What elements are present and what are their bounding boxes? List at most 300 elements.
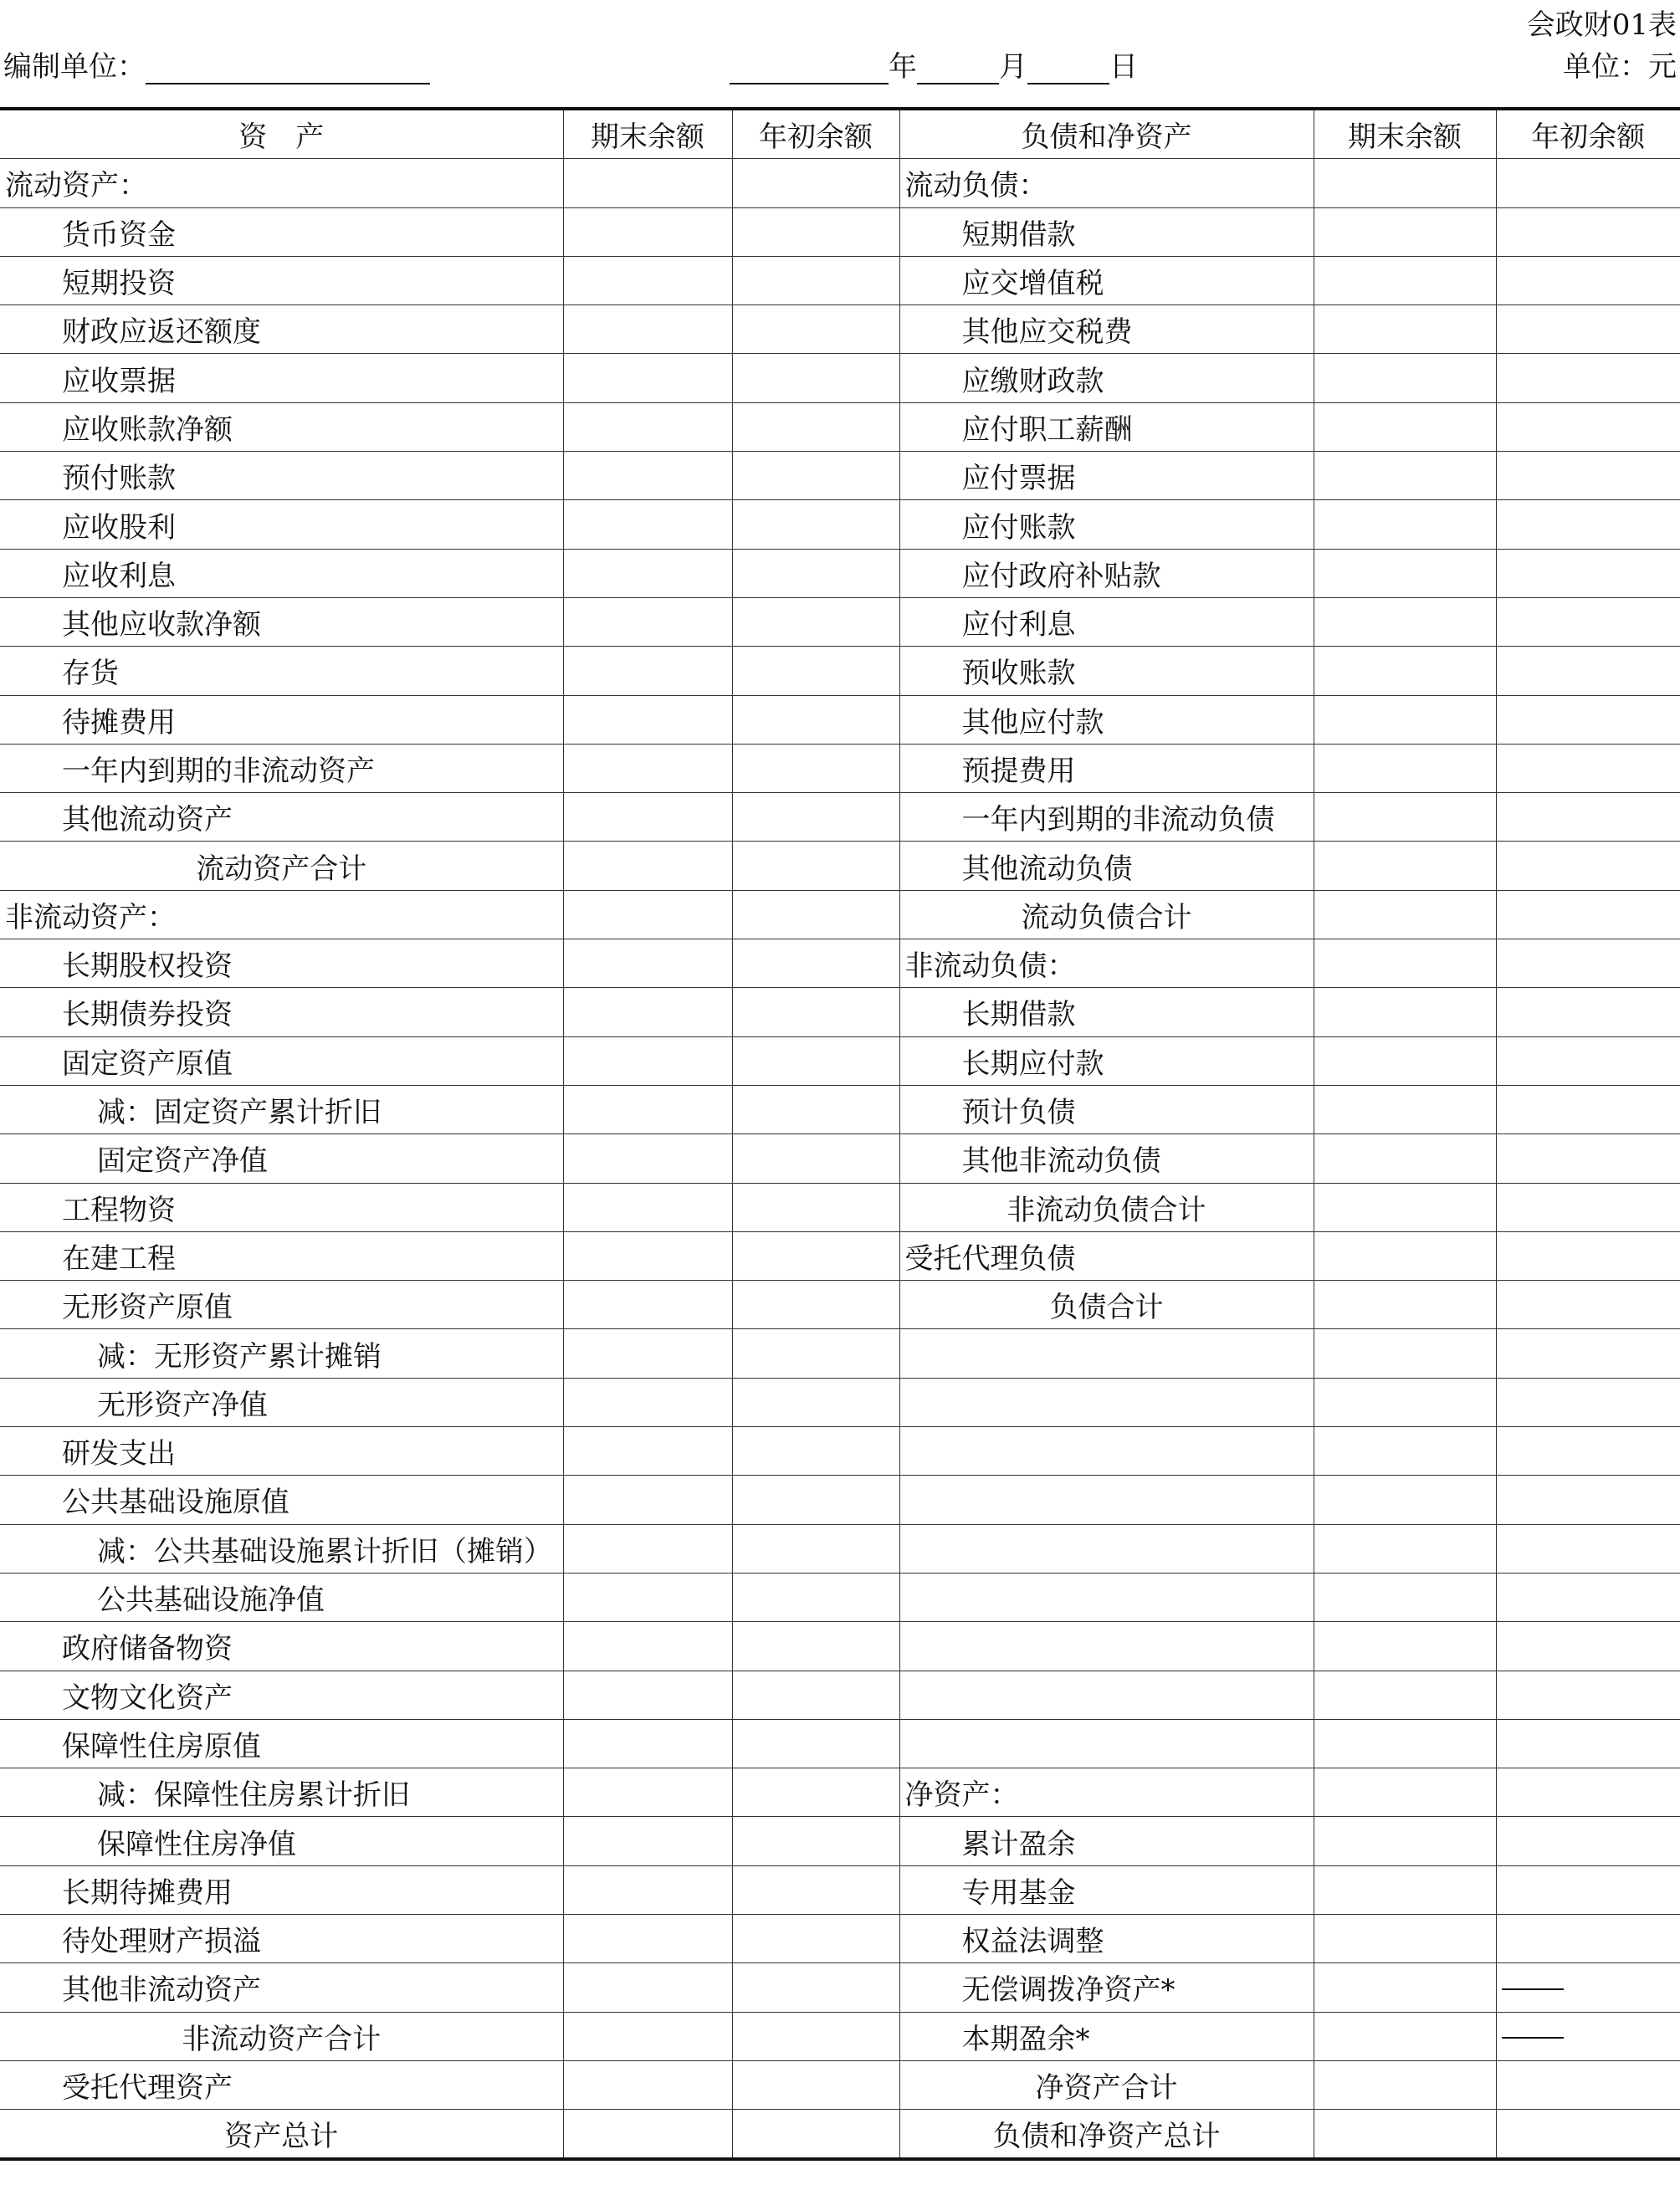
asset-opening-value[interactable] — [732, 890, 899, 939]
form-code: 会政财01表 — [1526, 8, 1677, 42]
liability-item-label: 一年内到期的非流动负债 — [899, 793, 1314, 842]
asset-item-label: 非流动资产合计 — [0, 2012, 563, 2060]
liability-opening-value[interactable] — [1496, 1085, 1680, 1133]
asset-opening-value[interactable] — [732, 1183, 899, 1231]
liability-ending-value[interactable] — [1314, 597, 1496, 646]
asset-ending-value[interactable] — [563, 256, 732, 304]
liability-opening-value[interactable] — [1496, 1622, 1680, 1671]
liability-ending-value[interactable] — [1314, 1865, 1496, 1914]
year-label: 年 — [889, 50, 917, 84]
asset-item-label: 存货 — [0, 647, 563, 695]
col-liab-ending-header: 期末余额 — [1314, 109, 1496, 159]
asset-opening-value[interactable] — [732, 1281, 899, 1329]
liability-ending-value[interactable] — [1314, 1768, 1496, 1817]
asset-item-label: 应收票据 — [0, 354, 563, 402]
liability-opening-value[interactable] — [1496, 1329, 1680, 1378]
month-label: 月 — [999, 50, 1027, 84]
asset-ending-value[interactable] — [563, 500, 732, 549]
liability-ending-value[interactable] — [1314, 744, 1496, 792]
liability-item-label — [899, 1378, 1314, 1426]
asset-ending-value[interactable] — [563, 1427, 732, 1476]
table-body — [0, 159, 1680, 2160]
asset-opening-value[interactable] — [732, 402, 899, 451]
liability-ending-value[interactable] — [1314, 939, 1496, 988]
asset-opening-value[interactable] — [732, 452, 899, 500]
liability-item-label: 流动负债合计 — [899, 890, 1314, 939]
asset-ending-value[interactable] — [563, 1524, 732, 1573]
report-header — [0, 0, 1680, 100]
asset-ending-value[interactable] — [563, 647, 732, 695]
liability-item-label — [899, 1622, 1314, 1671]
asset-item-label: 无形资产净值 — [0, 1378, 563, 1426]
liability-ending-value[interactable] — [1314, 1183, 1496, 1231]
liability-item-label — [899, 1524, 1314, 1573]
asset-opening-value[interactable] — [732, 549, 899, 597]
liability-ending-value[interactable] — [1314, 452, 1496, 500]
liability-ending-value[interactable] — [1314, 1085, 1496, 1133]
asset-opening-value[interactable] — [732, 1476, 899, 1524]
year-blank[interactable] — [730, 53, 889, 84]
asset-item-label: 短期投资 — [0, 256, 563, 304]
table-row — [0, 793, 1680, 842]
liability-ending-value[interactable] — [1314, 1914, 1496, 1962]
liability-opening-value[interactable] — [1496, 1378, 1680, 1426]
liability-ending-value[interactable] — [1314, 1817, 1496, 1865]
table-row — [0, 1036, 1680, 1085]
liability-opening-value[interactable] — [1496, 1865, 1680, 1914]
liability-ending-value[interactable] — [1314, 2012, 1496, 2060]
asset-opening-value[interactable] — [732, 1329, 899, 1378]
asset-ending-value[interactable] — [563, 1183, 732, 1231]
table-row — [0, 2110, 1680, 2160]
asset-item-label: 受托代理资产 — [0, 2060, 563, 2109]
asset-ending-value[interactable] — [563, 1671, 732, 1719]
liability-opening-value[interactable] — [1496, 1183, 1680, 1231]
liability-ending-value[interactable] — [1314, 207, 1496, 256]
asset-ending-value[interactable] — [563, 1768, 732, 1817]
asset-item-label: 减：无形资产累计摊销 — [0, 1329, 563, 1378]
table-row — [0, 207, 1680, 256]
liability-item-label: 净资产： — [899, 1768, 1314, 1817]
table-row — [0, 597, 1680, 646]
table-row — [0, 1914, 1680, 1962]
asset-item-label: 应收利息 — [0, 549, 563, 597]
balance-sheet-table — [0, 107, 1680, 2161]
liability-opening-value[interactable] — [1496, 793, 1680, 842]
table-row — [0, 1476, 1680, 1524]
asset-opening-value[interactable] — [732, 793, 899, 842]
asset-opening-value[interactable] — [732, 647, 899, 695]
table-row — [0, 1719, 1680, 1768]
table-row — [0, 159, 1680, 207]
asset-item-label: 资产总计 — [0, 2110, 563, 2160]
asset-ending-value[interactable] — [563, 549, 732, 597]
liability-item-label: 累计盈余 — [899, 1817, 1314, 1865]
asset-opening-value[interactable] — [732, 842, 899, 890]
liability-ending-value[interactable] — [1314, 1524, 1496, 1573]
asset-opening-value[interactable] — [732, 1719, 899, 1768]
asset-ending-value[interactable] — [563, 1378, 732, 1426]
asset-ending-value[interactable] — [563, 1963, 732, 2012]
liability-item-label: 其他非流动负债 — [899, 1134, 1314, 1183]
table-row — [0, 939, 1680, 988]
asset-item-label: 应收股利 — [0, 500, 563, 549]
table-row — [0, 647, 1680, 695]
liability-opening-value[interactable] — [1496, 1036, 1680, 1085]
liability-opening-value[interactable] — [1496, 1719, 1680, 1768]
col-assets-ending-header: 期末余额 — [563, 109, 732, 159]
liability-item-label — [899, 1573, 1314, 1621]
asset-ending-value[interactable] — [563, 988, 732, 1036]
table-row — [0, 402, 1680, 451]
asset-ending-value[interactable] — [563, 1085, 732, 1133]
asset-opening-value[interactable] — [732, 1573, 899, 1621]
asset-ending-value[interactable] — [563, 159, 732, 207]
liability-ending-value[interactable] — [1314, 500, 1496, 549]
asset-item-label: 固定资产原值 — [0, 1036, 563, 1085]
liability-opening-value[interactable] — [1496, 2110, 1680, 2160]
table-row — [0, 1865, 1680, 1914]
liability-item-label: 应缴财政款 — [899, 354, 1314, 402]
asset-item-label: 保障性住房原值 — [0, 1719, 563, 1768]
liability-ending-value[interactable] — [1314, 1573, 1496, 1621]
liability-opening-value[interactable] — [1496, 2060, 1680, 2109]
unit-label: 单位：元 — [1563, 50, 1677, 84]
asset-ending-value[interactable] — [563, 1134, 732, 1183]
asset-item-label: 公共基础设施原值 — [0, 1476, 563, 1524]
asset-ending-value[interactable] — [563, 2110, 732, 2160]
liability-item-label: 其他流动负债 — [899, 842, 1314, 890]
liability-opening-value[interactable] — [1496, 842, 1680, 890]
liability-item-label: 本期盈余* — [899, 2012, 1314, 2060]
table-row — [0, 1329, 1680, 1378]
liability-ending-value[interactable] — [1314, 842, 1496, 890]
asset-opening-value[interactable] — [732, 597, 899, 646]
asset-opening-value[interactable] — [732, 2110, 899, 2160]
liability-opening-value[interactable] — [1496, 597, 1680, 646]
asset-ending-value[interactable] — [563, 842, 732, 890]
liability-opening-value[interactable] — [1496, 1817, 1680, 1865]
liability-ending-value[interactable] — [1314, 1427, 1496, 1476]
asset-ending-value[interactable] — [563, 452, 732, 500]
asset-ending-value[interactable] — [563, 793, 732, 842]
asset-item-label: 长期股权投资 — [0, 939, 563, 988]
asset-opening-value[interactable] — [732, 354, 899, 402]
table-row — [0, 1281, 1680, 1329]
asset-opening-value[interactable] — [732, 1817, 899, 1865]
asset-opening-value[interactable] — [732, 1036, 899, 1085]
asset-item-label: 工程物资 — [0, 1183, 563, 1231]
liability-opening-value[interactable] — [1496, 695, 1680, 744]
asset-ending-value[interactable] — [563, 2012, 732, 2060]
table-row — [0, 1085, 1680, 1133]
asset-item-label: 公共基础设施净值 — [0, 1573, 563, 1621]
liability-item-label: 应交增值税 — [899, 256, 1314, 304]
asset-ending-value[interactable] — [563, 1865, 732, 1914]
liability-opening-value[interactable] — [1496, 402, 1680, 451]
liability-opening-value[interactable] — [1496, 1671, 1680, 1719]
liability-ending-value[interactable] — [1314, 402, 1496, 451]
table-row — [0, 1134, 1680, 1183]
liability-opening-value[interactable] — [1496, 354, 1680, 402]
asset-item-label: 减：保障性住房累计折旧 — [0, 1768, 563, 1817]
liability-opening-value[interactable] — [1496, 1476, 1680, 1524]
asset-item-label: 长期待摊费用 — [0, 1865, 563, 1914]
table-row — [0, 1622, 1680, 1671]
liability-ending-value[interactable] — [1314, 305, 1496, 354]
table-row — [0, 842, 1680, 890]
liability-item-label: 负债合计 — [899, 1281, 1314, 1329]
col-assets-header: 资 产 — [0, 109, 563, 159]
asset-opening-value[interactable] — [732, 939, 899, 988]
asset-item-label: 固定资产净值 — [0, 1134, 563, 1183]
liability-opening-value[interactable] — [1496, 1914, 1680, 1962]
asset-item-label: 待处理财产损溢 — [0, 1914, 563, 1962]
table-row — [0, 354, 1680, 402]
liability-item-label: 长期借款 — [899, 988, 1314, 1036]
asset-ending-value[interactable] — [563, 1719, 732, 1768]
table-row — [0, 695, 1680, 744]
table-row — [0, 1427, 1680, 1476]
asset-opening-value[interactable] — [732, 500, 899, 549]
asset-item-label: 一年内到期的非流动资产 — [0, 744, 563, 792]
asset-opening-value[interactable] — [732, 305, 899, 354]
asset-ending-value[interactable] — [563, 695, 732, 744]
table-row — [0, 1768, 1680, 1817]
day-label: 日 — [1109, 50, 1138, 84]
asset-opening-value[interactable] — [732, 1914, 899, 1962]
liability-opening-value[interactable] — [1496, 647, 1680, 695]
asset-opening-value[interactable] — [732, 1085, 899, 1133]
asset-ending-value[interactable] — [563, 1914, 732, 1962]
liability-opening-value[interactable] — [1496, 1427, 1680, 1476]
table-row — [0, 1671, 1680, 1719]
liability-item-label: 专用基金 — [899, 1865, 1314, 1914]
table-row — [0, 452, 1680, 500]
asset-opening-value[interactable] — [732, 1427, 899, 1476]
asset-opening-value[interactable] — [732, 1671, 899, 1719]
org-row — [3, 43, 430, 84]
asset-opening-value[interactable] — [732, 159, 899, 207]
col-assets-opening-header: 年初余额 — [732, 109, 899, 159]
liability-opening-value[interactable] — [1496, 452, 1680, 500]
date-row — [730, 43, 1138, 84]
asset-item-label: 其他应收款净额 — [0, 597, 563, 646]
asset-ending-value[interactable] — [563, 1817, 732, 1865]
table-row — [0, 1817, 1680, 1865]
asset-item-label: 长期债券投资 — [0, 988, 563, 1036]
liability-ending-value[interactable] — [1314, 1719, 1496, 1768]
liability-item-label: 净资产合计 — [899, 2060, 1314, 2109]
liability-opening-value[interactable] — [1496, 1768, 1680, 1817]
table-row — [0, 549, 1680, 597]
liability-opening-value[interactable] — [1496, 988, 1680, 1036]
liability-item-label — [899, 1719, 1314, 1768]
table-row — [0, 2012, 1680, 2060]
liability-item-label: 应付职工薪酬 — [899, 402, 1314, 451]
asset-opening-value[interactable] — [732, 744, 899, 792]
table-header-row — [0, 109, 1680, 159]
liability-item-label: 非流动负债： — [899, 939, 1314, 988]
liability-item-label: 无偿调拨净资产* — [899, 1963, 1314, 2012]
asset-opening-value[interactable] — [732, 988, 899, 1036]
liability-item-label: 应付政府补贴款 — [899, 549, 1314, 597]
liability-opening-value[interactable] — [1496, 159, 1680, 207]
liability-ending-value[interactable] — [1314, 1378, 1496, 1426]
asset-item-label: 其他非流动资产 — [0, 1963, 563, 2012]
liability-ending-value[interactable] — [1314, 695, 1496, 744]
liability-opening-value[interactable] — [1496, 549, 1680, 597]
asset-opening-value[interactable] — [732, 207, 899, 256]
liability-item-label: 预计负债 — [899, 1085, 1314, 1133]
liability-opening-value[interactable] — [1496, 1524, 1680, 1573]
asset-ending-value[interactable] — [563, 1329, 732, 1378]
asset-ending-value[interactable] — [563, 1231, 732, 1280]
col-liab-header: 负债和净资产 — [899, 109, 1314, 159]
liability-item-label: 权益法调整 — [899, 1914, 1314, 1962]
liability-ending-value[interactable] — [1314, 1963, 1496, 2012]
col-liab-opening-header: 年初余额 — [1496, 109, 1680, 159]
table-row — [0, 256, 1680, 304]
liability-item-label — [899, 1329, 1314, 1378]
asset-ending-value[interactable] — [563, 207, 732, 256]
liability-ending-value[interactable] — [1314, 1036, 1496, 1085]
liability-item-label: 负债和净资产总计 — [899, 2110, 1314, 2160]
liability-ending-value[interactable] — [1314, 1281, 1496, 1329]
liability-ending-value[interactable] — [1314, 256, 1496, 304]
asset-opening-value[interactable] — [732, 1865, 899, 1914]
asset-item-label: 在建工程 — [0, 1231, 563, 1280]
day-blank[interactable] — [1027, 53, 1109, 84]
asset-ending-value[interactable] — [563, 744, 732, 792]
liability-item-label — [899, 1476, 1314, 1524]
liability-item-label — [899, 1671, 1314, 1719]
liability-item-label: 预提费用 — [899, 744, 1314, 792]
asset-opening-value[interactable] — [732, 1231, 899, 1280]
liability-opening-value[interactable] — [1496, 500, 1680, 549]
org-label: 编制单位： — [3, 50, 146, 84]
liability-item-label: 应付利息 — [899, 597, 1314, 646]
asset-item-label: 文物文化资产 — [0, 1671, 563, 1719]
liability-opening-value[interactable] — [1496, 1573, 1680, 1621]
asset-ending-value[interactable] — [563, 1036, 732, 1085]
liability-item-label — [899, 1427, 1314, 1476]
asset-ending-value[interactable] — [563, 1476, 732, 1524]
asset-item-label: 研发支出 — [0, 1427, 563, 1476]
asset-item-label: 预付账款 — [0, 452, 563, 500]
asset-ending-value[interactable] — [563, 2060, 732, 2109]
asset-ending-value[interactable] — [563, 354, 732, 402]
liability-opening-value[interactable] — [1496, 1281, 1680, 1329]
liability-opening-value[interactable] — [1496, 890, 1680, 939]
liability-ending-value[interactable] — [1314, 159, 1496, 207]
liability-ending-value[interactable] — [1314, 1622, 1496, 1671]
table-row — [0, 1378, 1680, 1426]
liability-ending-value[interactable] — [1314, 647, 1496, 695]
asset-opening-value[interactable] — [732, 1134, 899, 1183]
liability-ending-value[interactable] — [1314, 1476, 1496, 1524]
liability-ending-value[interactable] — [1314, 354, 1496, 402]
asset-item-label: 财政应返还额度 — [0, 305, 563, 354]
liability-opening-value[interactable] — [1496, 1963, 1680, 2012]
asset-opening-value[interactable] — [732, 1524, 899, 1573]
table-row — [0, 2060, 1680, 2109]
liability-item-label: 应付票据 — [899, 452, 1314, 500]
liability-opening-value[interactable] — [1496, 1231, 1680, 1280]
month-blank[interactable] — [917, 53, 999, 84]
liability-ending-value[interactable] — [1314, 549, 1496, 597]
liability-item-label: 长期应付款 — [899, 1036, 1314, 1085]
asset-opening-value[interactable] — [732, 256, 899, 304]
org-name-blank[interactable] — [146, 53, 430, 84]
liability-ending-value[interactable] — [1314, 2110, 1496, 2160]
table-row — [0, 1183, 1680, 1231]
table-row — [0, 305, 1680, 354]
asset-item-label: 政府储备物资 — [0, 1622, 563, 1671]
liability-ending-value[interactable] — [1314, 988, 1496, 1036]
asset-opening-value[interactable] — [732, 1378, 899, 1426]
liability-ending-value[interactable] — [1314, 1134, 1496, 1183]
not-applicable-dash — [1502, 2037, 1564, 2039]
asset-item-label: 其他流动资产 — [0, 793, 563, 842]
table-row — [0, 1963, 1680, 2012]
liability-opening-value[interactable] — [1496, 939, 1680, 988]
asset-ending-value[interactable] — [563, 1573, 732, 1621]
liability-ending-value[interactable] — [1314, 1329, 1496, 1378]
asset-opening-value[interactable] — [732, 695, 899, 744]
liability-item-label: 流动负债： — [899, 159, 1314, 207]
asset-opening-value[interactable] — [732, 1768, 899, 1817]
asset-ending-value[interactable] — [563, 597, 732, 646]
liability-ending-value[interactable] — [1314, 1231, 1496, 1280]
asset-opening-value[interactable] — [732, 1622, 899, 1671]
liability-opening-value[interactable] — [1496, 256, 1680, 304]
asset-item-label: 流动资产： — [0, 159, 563, 207]
liability-opening-value[interactable] — [1496, 207, 1680, 256]
asset-item-label: 减：固定资产累计折旧 — [0, 1085, 563, 1133]
asset-item-label: 无形资产原值 — [0, 1281, 563, 1329]
table-row — [0, 1231, 1680, 1280]
liability-ending-value[interactable] — [1314, 793, 1496, 842]
asset-ending-value[interactable] — [563, 305, 732, 354]
liability-ending-value[interactable] — [1314, 890, 1496, 939]
liability-opening-value[interactable] — [1496, 1134, 1680, 1183]
asset-item-label: 货币资金 — [0, 207, 563, 256]
liability-opening-value[interactable] — [1496, 744, 1680, 792]
asset-opening-value[interactable] — [732, 2060, 899, 2109]
liability-item-label: 受托代理负债 — [899, 1231, 1314, 1280]
liability-ending-value[interactable] — [1314, 2060, 1496, 2109]
liability-item-label: 非流动负债合计 — [899, 1183, 1314, 1231]
asset-ending-value[interactable] — [563, 402, 732, 451]
asset-opening-value[interactable] — [732, 2012, 899, 2060]
asset-opening-value[interactable] — [732, 1963, 899, 2012]
liability-item-label: 预收账款 — [899, 647, 1314, 695]
liability-item-label: 应付账款 — [899, 500, 1314, 549]
asset-ending-value[interactable] — [563, 1281, 732, 1329]
liability-ending-value[interactable] — [1314, 1671, 1496, 1719]
asset-item-label: 待摊费用 — [0, 695, 563, 744]
asset-ending-value[interactable] — [563, 1622, 732, 1671]
liability-item-label: 其他应交税费 — [899, 305, 1314, 354]
asset-item-label: 应收账款净额 — [0, 402, 563, 451]
table-row — [0, 988, 1680, 1036]
liability-opening-value[interactable] — [1496, 2012, 1680, 2060]
asset-ending-value[interactable] — [563, 939, 732, 988]
liability-item-label: 短期借款 — [899, 207, 1314, 256]
liability-opening-value[interactable] — [1496, 305, 1680, 354]
asset-ending-value[interactable] — [563, 890, 732, 939]
